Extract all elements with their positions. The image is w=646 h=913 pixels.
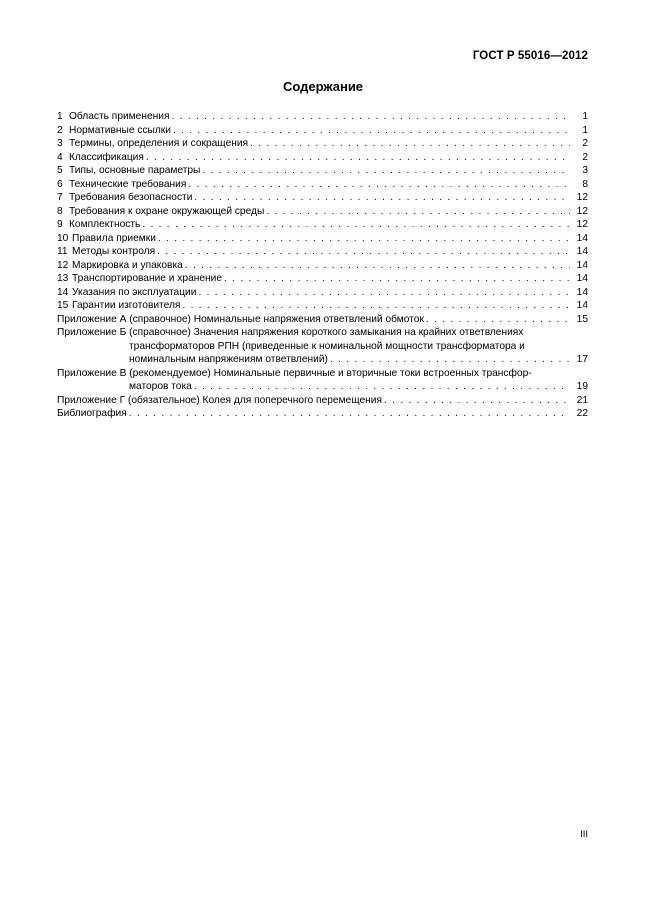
toc-entry-number: 2 xyxy=(57,124,63,136)
toc-bibliography[interactable] xyxy=(57,407,588,421)
toc-entry-number: 3 xyxy=(57,138,63,149)
toc-entry-page: 15 xyxy=(576,313,588,325)
leader-dots xyxy=(250,137,570,151)
toc-appendix-a[interactable] xyxy=(57,313,588,327)
leader-dots xyxy=(157,245,570,259)
toc-entry[interactable] xyxy=(57,245,588,259)
toc-entry-title: Нормативные ссылки xyxy=(69,124,171,136)
toc-entry[interactable] xyxy=(57,205,588,219)
toc-entry-page: 3 xyxy=(582,165,588,176)
toc-entry-page: 22 xyxy=(576,408,588,419)
leader-dots xyxy=(194,191,570,205)
toc-appendix-title-cont: номинальным напряжениям ответвлений) xyxy=(129,354,328,365)
toc-appendix-d[interactable] xyxy=(57,394,588,408)
toc-entry-page: 14 xyxy=(576,259,588,271)
toc-entry-page: 1 xyxy=(582,111,588,122)
toc-entry[interactable] xyxy=(57,137,588,151)
toc-appendix-b[interactable] xyxy=(57,326,588,340)
toc-entry-title: Классификация xyxy=(69,151,144,163)
toc-entry-number: 1 xyxy=(57,111,63,122)
toc-entry-number: 13 xyxy=(57,273,69,284)
toc-entry-title: Типы, основные параметры xyxy=(69,165,201,176)
toc-entry-title: Правила приемки xyxy=(72,232,156,244)
toc-entry[interactable] xyxy=(57,286,588,300)
toc-entry[interactable] xyxy=(57,232,588,246)
leader-dots xyxy=(142,218,570,232)
toc-entry-number: 10 xyxy=(57,232,69,244)
toc-entry-title: Маркировка и упаковка xyxy=(72,259,183,271)
toc-entry-page: 14 xyxy=(576,300,588,311)
toc-entry-page: 14 xyxy=(576,232,588,244)
toc-entry-title: Методы контроля xyxy=(72,246,156,257)
toc-entry-number: 12 xyxy=(57,259,69,271)
toc-entry-title: Требования безопасности xyxy=(69,192,193,203)
toc-entry[interactable] xyxy=(57,151,588,165)
toc-entry-title: Гарантии изготовителя xyxy=(72,300,181,311)
toc-entry-number: 4 xyxy=(57,151,63,163)
toc-entry-page: 19 xyxy=(576,381,588,392)
toc-appendix-c-cont xyxy=(57,380,588,394)
page-title: Содержание xyxy=(282,79,364,94)
leader-dots xyxy=(266,205,570,219)
toc-entry-number: 11 xyxy=(57,246,68,257)
toc-entry-page: 12 xyxy=(576,205,588,217)
toc-entry-title: Указания по эксплуатации xyxy=(72,286,197,298)
toc-entry-number: 6 xyxy=(57,178,63,190)
toc-entry-number: 7 xyxy=(57,192,63,203)
toc-entry[interactable] xyxy=(57,191,588,205)
leader-dots xyxy=(188,178,570,192)
toc-appendix-title-cont: трансформаторов РПН (приведенные к номинальной мощности трансформатора и xyxy=(129,340,525,352)
toc-appendix-b-cont xyxy=(57,340,588,354)
toc-entry-page: 12 xyxy=(576,219,588,230)
toc-entry-page: 14 xyxy=(576,273,588,284)
toc-entry-page: 1 xyxy=(582,124,588,136)
toc-entry-number: 9 xyxy=(57,219,63,230)
leader-dots xyxy=(384,394,570,408)
toc-entry[interactable] xyxy=(57,299,588,313)
toc-entry-number: 14 xyxy=(57,286,69,298)
toc-appendix-c[interactable] xyxy=(57,367,588,381)
toc-entry-number: 15 xyxy=(57,300,69,311)
toc-entry-title: Транспортирование и хранение xyxy=(72,273,223,284)
toc-entry[interactable] xyxy=(57,124,588,138)
leader-dots xyxy=(202,164,570,178)
toc-bibliography-title: Библиография xyxy=(57,408,127,419)
leader-dots xyxy=(198,286,570,300)
toc-entry-page: 2 xyxy=(582,138,588,149)
leader-dots xyxy=(426,313,570,327)
leader-dots xyxy=(173,124,570,138)
toc-entry-number: 8 xyxy=(57,205,63,217)
toc-entry-page: 14 xyxy=(576,286,588,298)
toc-appendix-title: Приложение В (рекомендуемое) Номинальные первичные и вторичные токи встроенных трансфор- xyxy=(57,367,532,379)
standard-code: ГОСТ Р 55016—2012 xyxy=(472,50,588,62)
toc-entry-title: Комплектность xyxy=(69,219,141,230)
leader-dots xyxy=(171,110,570,124)
toc-entry[interactable] xyxy=(57,218,588,232)
toc-entry-title: Требования к охране окружающей среды xyxy=(69,205,265,217)
toc-entry-title: Технические требования xyxy=(69,178,187,190)
toc-entry[interactable] xyxy=(57,259,588,273)
leader-dots xyxy=(185,259,570,273)
leader-dots xyxy=(194,380,570,394)
toc-entry[interactable] xyxy=(57,272,588,286)
toc-entry-page: 14 xyxy=(576,246,588,257)
toc-entry-page: 2 xyxy=(582,151,588,163)
toc-appendix-title: Приложение Б (справочное) Значения напряжения короткого замыкания на крайних ответвлениях xyxy=(57,327,524,338)
toc-appendix-title: Приложение Г (обязательное) Колея для поперечного перемещения xyxy=(57,394,383,406)
toc-entry-page: 8 xyxy=(582,178,588,190)
toc-entry-title: Термины, определения и сокращения xyxy=(69,138,249,149)
leader-dots xyxy=(129,407,570,421)
toc-appendix-b-cont xyxy=(57,353,588,367)
toc-entry[interactable] xyxy=(57,178,588,192)
toc-appendix-title: Приложение А (справочное) Номинальные напряжения ответвлений обмоток xyxy=(57,313,424,325)
table-of-contents xyxy=(57,110,588,421)
toc-entry[interactable] xyxy=(57,164,588,178)
leader-dots xyxy=(330,353,570,367)
leader-dots xyxy=(182,299,570,313)
leader-dots xyxy=(158,232,570,246)
leader-dots xyxy=(224,272,570,286)
leader-dots xyxy=(146,151,570,165)
page-number: III xyxy=(580,829,588,840)
toc-entry-page: 17 xyxy=(576,354,588,365)
toc-entry[interactable] xyxy=(57,110,588,124)
toc-entry-title: Область применения xyxy=(69,111,170,122)
toc-appendix-title-cont: маторов тока xyxy=(129,381,192,392)
toc-entry-number: 5 xyxy=(57,165,63,176)
toc-entry-page: 21 xyxy=(576,394,588,406)
toc-entry-page: 12 xyxy=(576,192,588,203)
